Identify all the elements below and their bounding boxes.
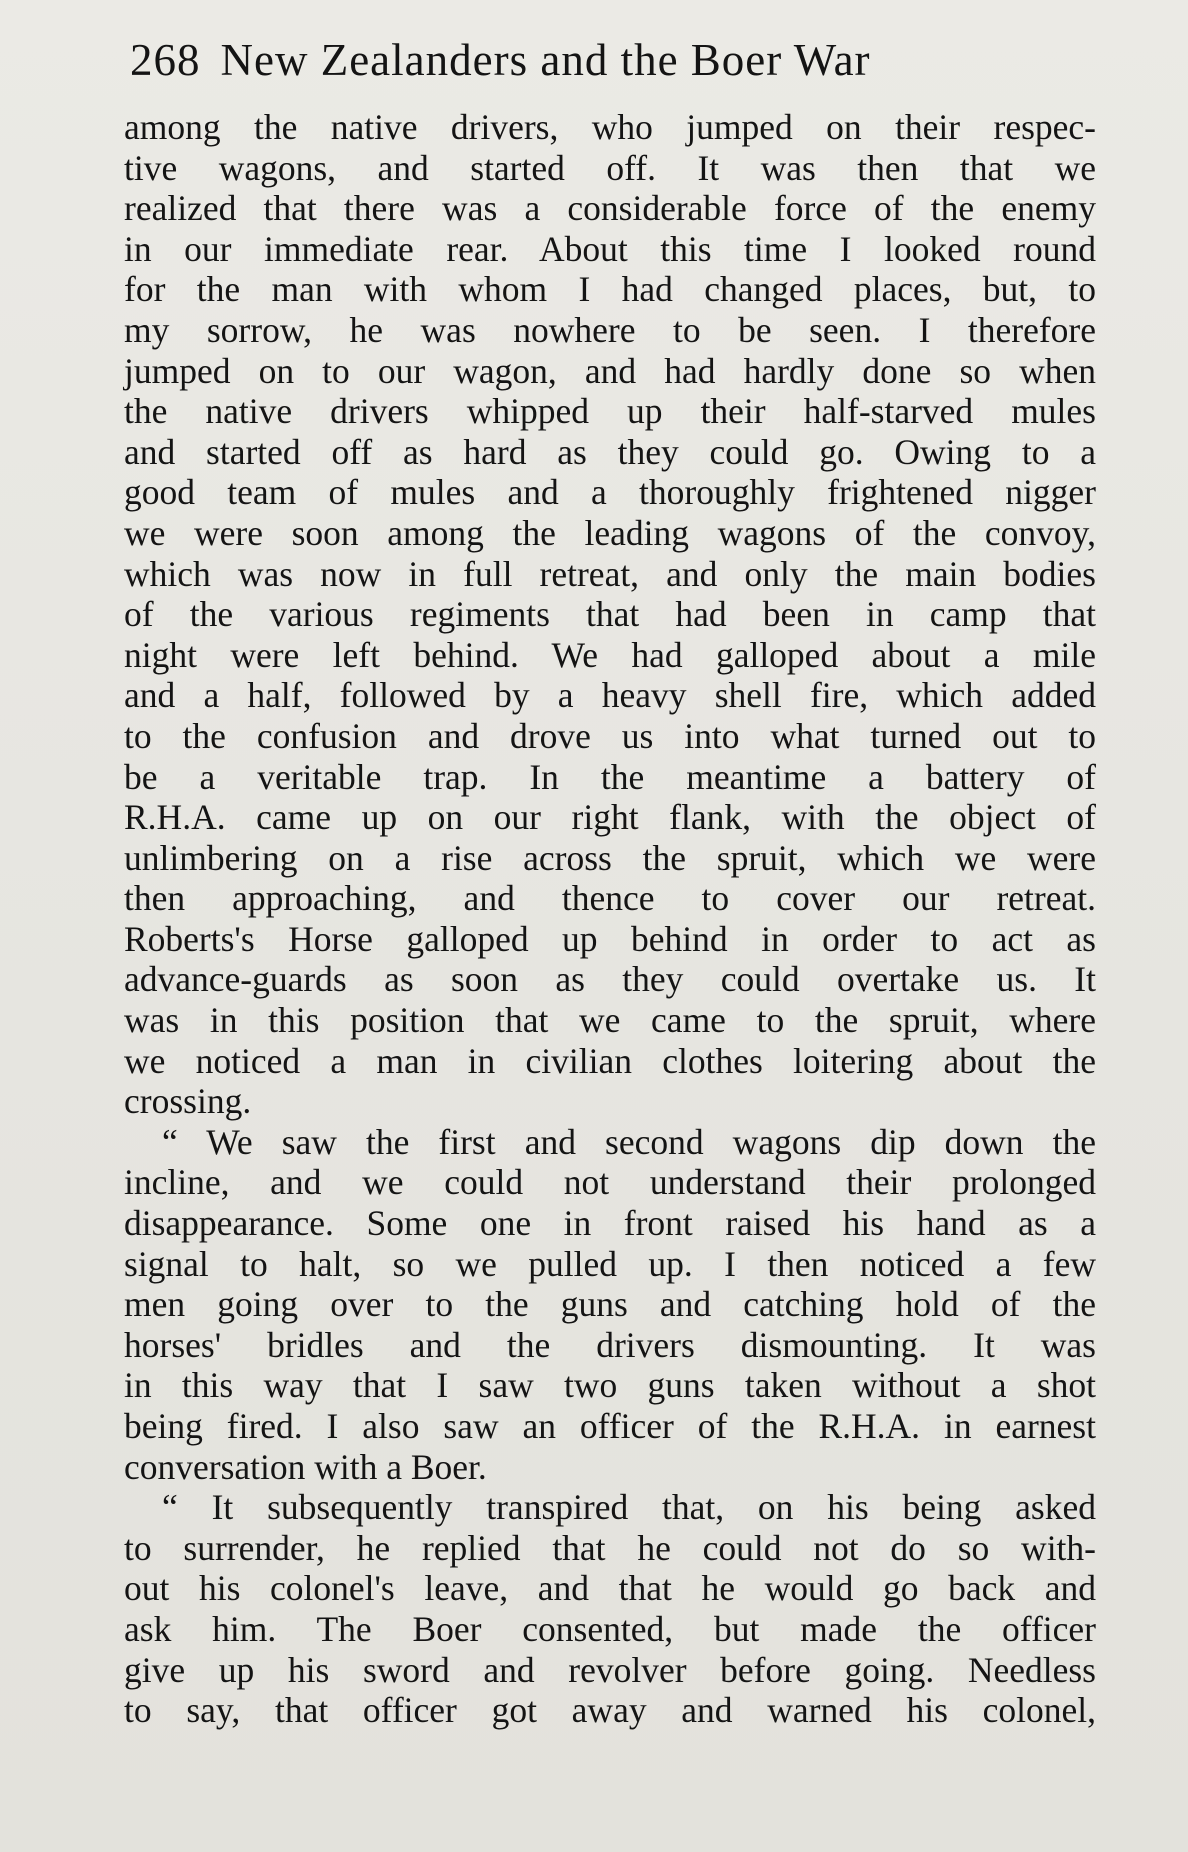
- text-line: was in this position that we came to the spruit, where: [124, 1000, 1096, 1041]
- text-line: we were soon among the leading wagons of the convoy,: [124, 512, 1096, 553]
- text-line: R.H.A. came up on our right flank, with the object of: [124, 797, 1096, 838]
- text-line: to say, that officer got away and warned his colonel,: [124, 1690, 1096, 1731]
- text-line: good team of mules and a thoroughly frightened nigger: [124, 472, 1096, 513]
- text-line: to the confusion and drove us into what turned out to: [124, 715, 1096, 756]
- text-line: signal to halt, so we pulled up. I then noticed a few: [124, 1243, 1096, 1284]
- text-line: disappearance. Some one in front raised his hand as a: [124, 1203, 1096, 1244]
- text-line: advance-guards as soon as they could overtake us. It: [124, 959, 1096, 1000]
- text-line: in our immediate rear. About this time I looked round: [124, 228, 1096, 269]
- text-line: men going over to the guns and catching hold of the: [124, 1284, 1096, 1325]
- text-line: jumped on to our wagon, and had hardly done so when: [124, 350, 1096, 391]
- text-line: to surrender, he replied that he could not do so with-: [124, 1527, 1096, 1568]
- text-line: in this way that I saw two guns taken without a shot: [124, 1365, 1096, 1406]
- paragraph: [124, 107, 1096, 1122]
- text-line: realized that there was a considerable force of the enemy: [124, 188, 1096, 229]
- text-line: “ It subsequently transpired that, on his being asked: [162, 1487, 1096, 1528]
- body-text: [124, 107, 1096, 1731]
- text-line: among the native drivers, who jumped on their respec-: [124, 107, 1096, 147]
- text-line: then approaching, and thence to cover our retreat.: [124, 878, 1096, 919]
- text-line: out his colonel's leave, and that he would go back and: [124, 1568, 1096, 1609]
- text-line: horses' bridles and the drivers dismounting. It was: [124, 1324, 1096, 1365]
- page-number: 268: [130, 35, 201, 85]
- text-line: of the various regiments that had been in camp that: [124, 594, 1096, 635]
- text-line: conversation with a Boer.: [124, 1446, 487, 1487]
- paragraph: [124, 1487, 1096, 1731]
- text-line: crossing.: [124, 1081, 252, 1122]
- text-line: being fired. I also saw an officer of the R.H.A. in earnest: [124, 1406, 1096, 1446]
- text-line: the native drivers whipped up their half-starved mules: [124, 391, 1096, 432]
- text-line: be a veritable trap. In the meantime a battery of: [124, 756, 1096, 797]
- running-head: [130, 30, 1045, 90]
- text-line: we noticed a man in civilian clothes loitering about the: [124, 1040, 1096, 1081]
- text-line: tive wagons, and started off. It was then that we: [124, 147, 1096, 188]
- text-line: and started off as hard as they could go. Owing to a: [124, 431, 1096, 472]
- text-line: “ We saw the first and second wagons dip down the: [162, 1121, 1096, 1162]
- text-line: and a half, followed by a heavy shell fire, which added: [124, 675, 1096, 716]
- running-title: New Zealanders and the Boer War: [220, 35, 871, 85]
- text-line: unlimbering on a rise across the spruit, which we were: [124, 837, 1096, 878]
- text-line: give up his sword and revolver before going. Needless: [124, 1649, 1096, 1690]
- text-line: incline, and we could not understand their prolonged: [124, 1162, 1096, 1203]
- text-line: Roberts's Horse galloped up behind in order to act as: [124, 918, 1096, 959]
- text-line: for the man with whom I had changed places, but, to: [124, 269, 1096, 310]
- text-line: night were left behind. We had galloped about a mile: [124, 634, 1096, 675]
- text-line: ask him. The Boer consented, but made the officer: [124, 1608, 1096, 1649]
- paragraph: [124, 1122, 1096, 1487]
- text-line: which was now in full retreat, and only the main bodies: [124, 553, 1096, 594]
- text-line: my sorrow, he was nowhere to be seen. I therefore: [124, 309, 1096, 350]
